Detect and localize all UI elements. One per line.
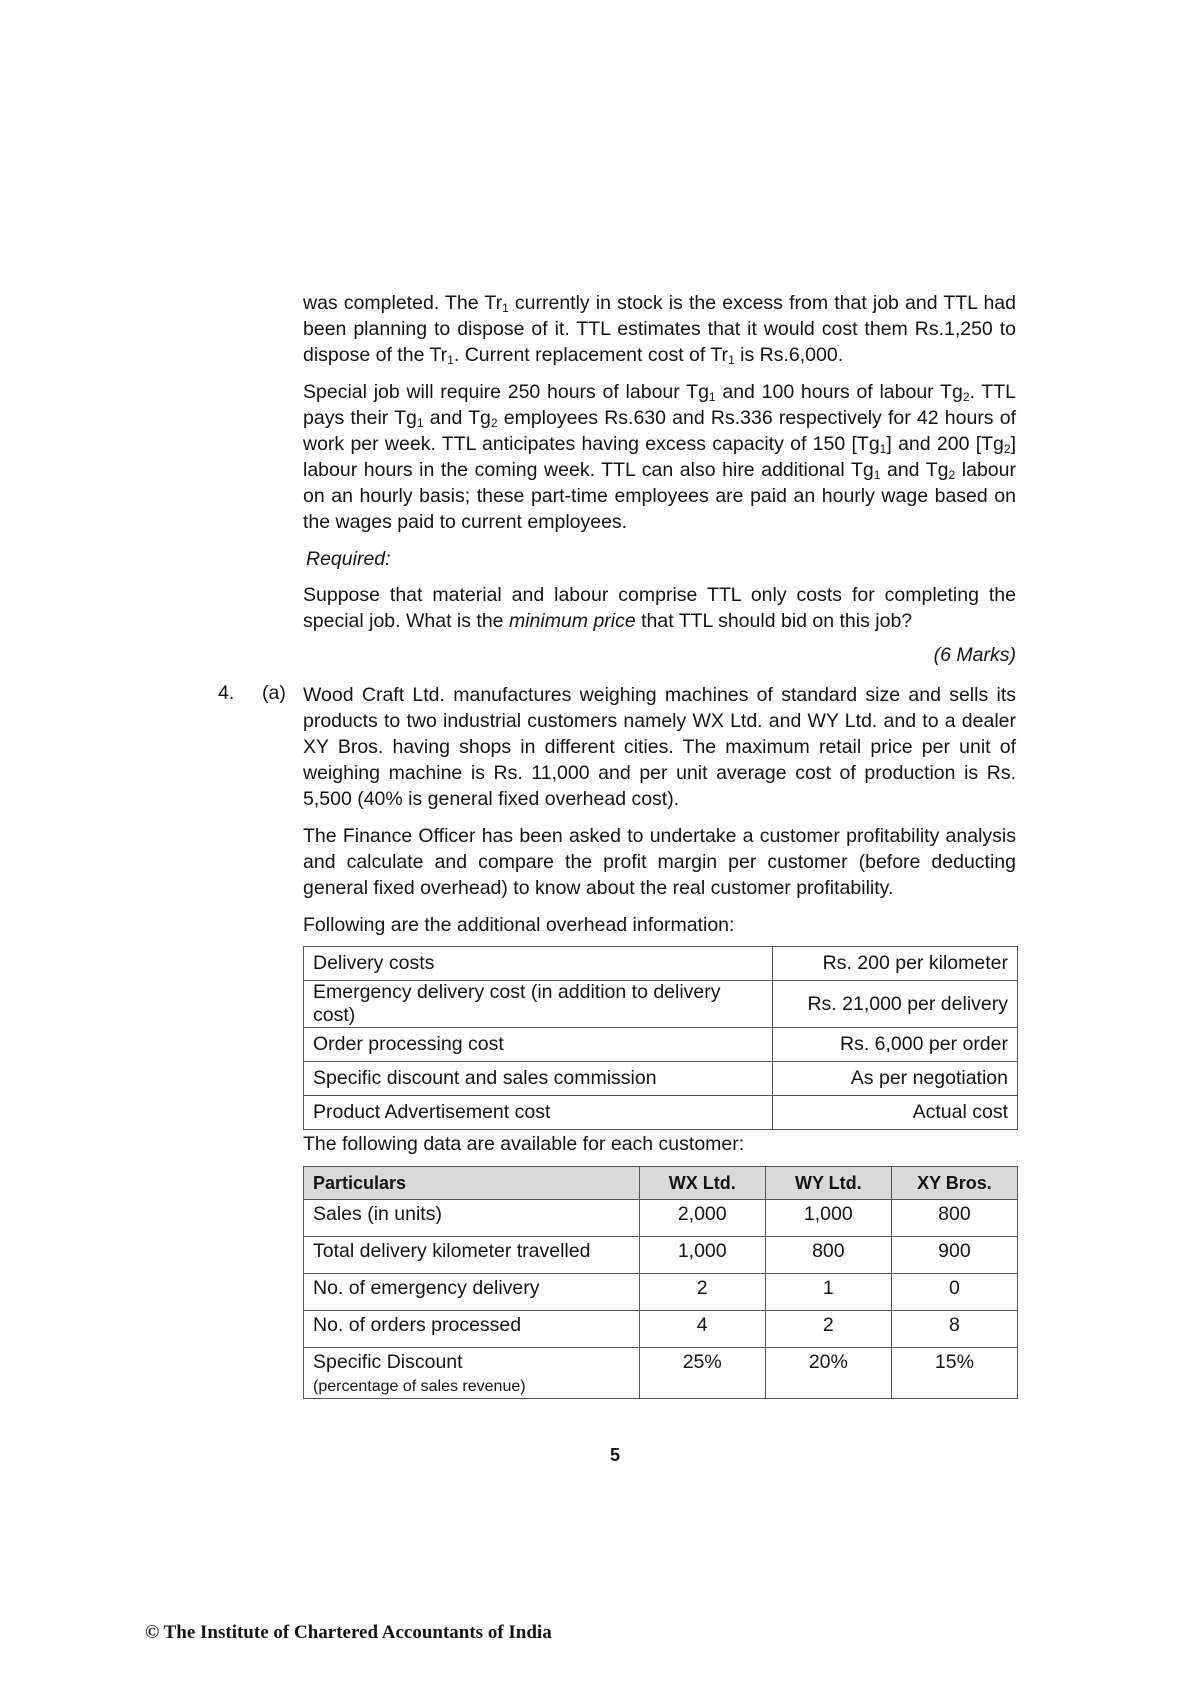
table-row <box>304 1348 1018 1399</box>
paragraph-customer-intro: The following data are available for each customer: <box>303 1133 745 1155</box>
overhead-item: Order processing cost <box>304 1028 773 1062</box>
overhead-item: Product Advertisement cost <box>304 1096 773 1130</box>
cell-wy: 2 <box>765 1311 891 1348</box>
overhead-item: Specific discount and sales commission <box>304 1062 773 1096</box>
customer-table <box>303 1166 1018 1399</box>
row-sublabel: (percentage of sales revenue) <box>313 1378 526 1395</box>
table-row <box>304 1274 1018 1311</box>
cell-wx: 1,000 <box>639 1237 765 1274</box>
required-label: Required: <box>306 548 391 570</box>
cell-wy: 1 <box>765 1274 891 1311</box>
table-row <box>304 1200 1018 1237</box>
row-label-text: Specific Discount <box>313 1351 463 1373</box>
footer-copyright: © The Institute of Chartered Accountants of India <box>145 1622 552 1643</box>
question-part: (a) <box>262 682 286 704</box>
paragraph-wood-craft: Wood Craft Ltd. manufactures weighing machines of standard size and sells its products to two industrial customers namely WX Ltd. and WY Ltd. and to a dealer XY Bros. having shops in different cities. The maximum retail price per unit of weighing machine is Rs. 11,000 and per unit average cost of production is Rs. 5,500 (40% is general fixed overhead cost). <box>303 684 1016 810</box>
overhead-value: Rs. 21,000 per delivery <box>773 981 1018 1028</box>
row-label <box>304 1348 640 1399</box>
row-label: No. of emergency delivery <box>304 1274 640 1311</box>
marks-label: (6 Marks) <box>933 644 1016 666</box>
overhead-item: Emergency delivery cost (in addition to delivery cost) <box>304 981 773 1028</box>
overhead-item: Delivery costs <box>304 947 773 981</box>
row-label: Sales (in units) <box>304 1200 640 1237</box>
cell-wx: 2 <box>639 1274 765 1311</box>
overhead-value: Actual cost <box>773 1096 1018 1130</box>
row-label: Total delivery kilometer travelled <box>304 1237 640 1274</box>
header-wy: WY Ltd. <box>765 1167 891 1200</box>
cell-wx: 2,000 <box>639 1200 765 1237</box>
row-label: No. of orders processed <box>304 1311 640 1348</box>
table-row <box>304 1311 1018 1348</box>
cell-xy: 0 <box>891 1274 1017 1311</box>
paragraph-labour: Special job will require 250 hours of labour $Tg_1$ and 100 hours of labour $Tg_2$. TTL pays their $Tg_1$ and $Tg_2$ employees Rs.630 and Rs.336 respectively for 42 hours of work per week. TTL anticipates having excess capacity of 150 $[Tg_1]$ and 200 $[Tg_2]$ labour hours in the coming week. TTL can also hire additional $Tg_1$ and $Tg_2$ labour on an hourly basis; these part-time employees are paid an hourly wage based on the wages paid to current employees. <box>303 381 1016 533</box>
table-row <box>304 981 1018 1028</box>
overhead-value: Rs. 200 per kilometer <box>773 947 1018 981</box>
table-header-row <box>304 1167 1018 1200</box>
header-particulars: Particulars <box>304 1167 640 1200</box>
paragraph-overhead-intro: Following are the additional overhead information: <box>303 914 735 936</box>
overhead-table <box>303 946 1018 1130</box>
header-xy: XY Bros. <box>891 1167 1017 1200</box>
table-row <box>304 947 1018 981</box>
overhead-value: Rs. 6,000 per order <box>773 1028 1018 1062</box>
table-row <box>304 1096 1018 1130</box>
cell-wx: 25% <box>639 1348 765 1399</box>
page-number: 5 <box>609 1445 620 1465</box>
cell-xy: 900 <box>891 1237 1017 1274</box>
cell-xy: 800 <box>891 1200 1017 1237</box>
cell-xy: 15% <box>891 1348 1017 1399</box>
header-wx: WX Ltd. <box>639 1167 765 1200</box>
cell-wy: 20% <box>765 1348 891 1399</box>
question-number: 4. <box>218 682 235 704</box>
paragraph-disposal: was completed. The $Tr_1$ currently in stock is the excess from that job and TTL had been planning to dispose of it. TTL estimates that it would cost them Rs.1,250 to dispose of the $Tr_1$. Current replacement cost of $Tr_1$ is Rs.6,000. <box>303 292 1016 367</box>
cell-xy: 8 <box>891 1311 1017 1348</box>
cell-wx: 4 <box>639 1311 765 1348</box>
table-row <box>304 1062 1018 1096</box>
cell-wy: 800 <box>765 1237 891 1274</box>
table-row <box>304 1028 1018 1062</box>
overhead-value: As per negotiation <box>773 1062 1018 1096</box>
table-row <box>304 1237 1018 1274</box>
paragraph-finance-officer: The Finance Officer has been asked to undertake a customer profitability analysis and calculate and compare the profit margin per customer (before deducting general fixed overhead) to know about the real customer profitability. <box>303 825 1016 899</box>
paragraph-question: Suppose that material and labour comprise TTL only costs for completing the special job. What is the minimum price that TTL should bid on this job? <box>303 584 1016 632</box>
cell-wy: 1,000 <box>765 1200 891 1237</box>
